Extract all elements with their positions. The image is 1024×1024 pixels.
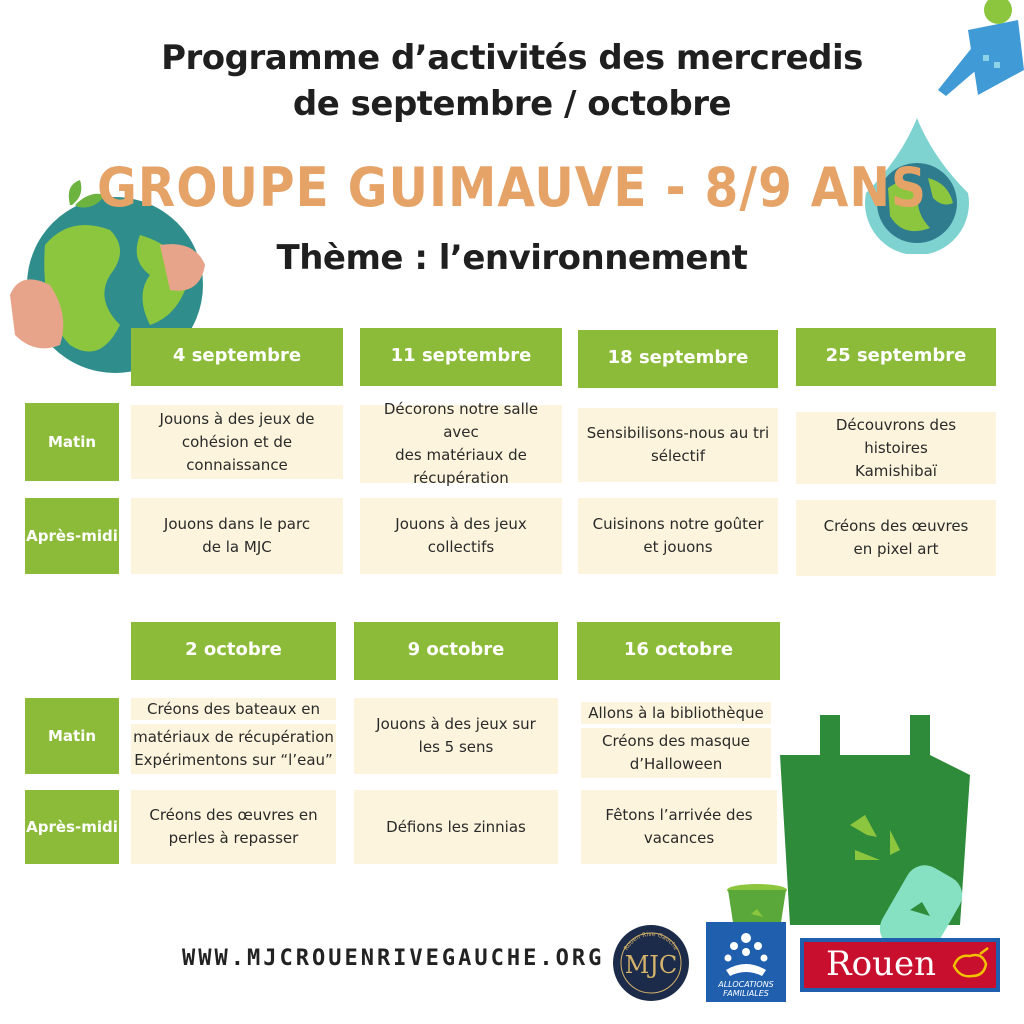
activity-cell: Fêtons l’arrivée des vacances [581, 790, 777, 864]
activity-cell: Jouons à des jeux de cohésion et de connaissance [131, 405, 343, 479]
row-label-morning: Matin [25, 403, 119, 481]
activity-cell-stack [581, 702, 771, 778]
rouen-logo [800, 938, 1000, 992]
activity-cell: Sensibilisons-nous au tri sélectif [578, 408, 778, 482]
title-line-1: Programme d’activités des mercredis [161, 38, 863, 78]
date-header: 18 septembre [578, 330, 778, 388]
activity-cell: Découvrons des histoires Kamishibaï [796, 412, 996, 484]
date-header: 11 septembre [360, 328, 562, 386]
activity-cell: Créons des œuvres en pixel art [796, 500, 996, 576]
date-header: 16 octobre [577, 622, 780, 680]
row-label-morning: Matin [25, 698, 119, 774]
website-link[interactable]: WWW.MJCROUENRIVEGAUCHE.ORG [182, 946, 605, 971]
activity-cell: Cuisinons notre goûter et jouons [578, 498, 778, 574]
date-header: 25 septembre [796, 328, 996, 386]
caf-logo-text: ALLOCATIONS FAMILIALES [718, 980, 774, 998]
date-header: 2 octobre [131, 622, 336, 680]
activity-cell: Défions les zinnias [354, 790, 558, 864]
activity-cell: Créons des bateaux en [131, 698, 336, 720]
title-line-2: de septembre / octobre [292, 84, 732, 124]
theme-heading: Thème : l’environnement [276, 238, 748, 278]
activity-cell: Créons des œuvres en perles à repasser [131, 790, 336, 864]
mjc-logo [612, 924, 690, 1002]
activity-cell-stack [131, 698, 336, 774]
caf-logo [706, 922, 786, 1002]
mjc-logo-text: MJC [624, 951, 678, 979]
activity-cell: Allons à la bibliothèque [581, 702, 771, 724]
group-heading: GROUPE GUIMAUVE - 8/9 ANS [96, 156, 928, 219]
row-label-afternoon: Après-midi [25, 498, 119, 574]
activity-cell: Jouons à des jeux collectifs [360, 498, 562, 574]
rouen-logo-text: Rouen [826, 944, 936, 984]
date-header: 4 septembre [131, 328, 343, 386]
activity-cell: Jouons dans le parc de la MJC [131, 498, 343, 574]
row-label-afternoon: Après-midi [25, 790, 119, 864]
activity-cell: Jouons à des jeux sur les 5 sens [354, 698, 558, 774]
activity-cell: Créons des masque d’Halloween [581, 728, 771, 778]
activity-cell: matériaux de récupération Expérimentons sur “l’eau” [131, 724, 336, 774]
activity-cell: Décorons notre salle avec des matériaux de récupération [360, 405, 562, 483]
lamb-icon [950, 946, 990, 984]
mjc-logo-ring-text: Rouen Rive Gauche [622, 930, 680, 952]
date-header: 9 octobre [354, 622, 558, 680]
